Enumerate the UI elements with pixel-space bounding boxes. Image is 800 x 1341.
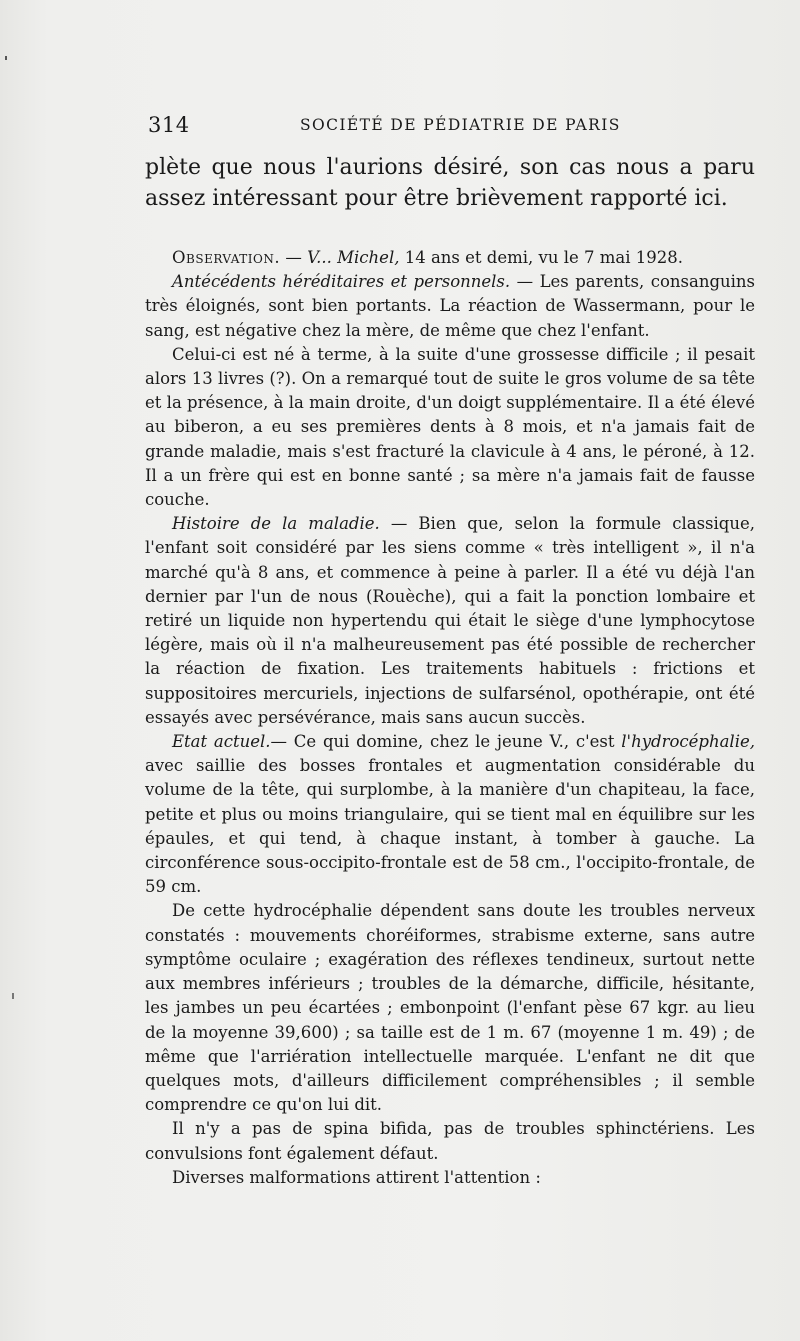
troubles-paragraph: De cette hydrocéphalie dépendent sans doute les troubles nerveux constatés : mouvements choréiformes, strabisme externe, sans autre symptôme oculaire ; exagération des réflexes tendineux, surtout nette aux membres inférieurs ; troubles de la démarche, difficile, hésitante, les jambes un peu écartées ; embonpoint (l'enfant pèse 67 kgr. au lieu de la moyenne 39,600) ; sa taille est de 1 m. 67 (moyenne 1 m. 49) ; de même que l'arriération intellectuelle marquée. L'enfant ne dit que quelques mots, d'ailleurs difficilement compréhensibles ; il semble comprendre ce qu'on lui dit. — [145, 901, 755, 1115]
history-paragraph — [145, 512, 755, 730]
antecedents-text: — Les parents, consanguins très éloignés, sont bien portants. La réaction de Wassermann, pour le sang, est négative chez la mère, de même que chez l'enfant. — [145, 272, 756, 340]
intro-block — [145, 152, 755, 214]
history-text: — Bien que, selon la formule classique, l'enfant soit considéré par les siens comme « très intelligent », il n'a marché qu'à 8 ans, et commence à peine à parler. Il a été vu déjà l'an dernier par l'un de nous (Rouèche), qui a fait la ponction lombaire et retiré un liquide non hypertendu qui était le siège d'une lymphocytose légère, mais où il n'a malheureusement pas été possible de rechercher la réaction de fixation. Les traitements habituels : frictions et suppositoires mercuriels, injections de sulfarsénol, opothérapie, ont été essayés avec persévérance, mais sans aucun succès. — [145, 514, 756, 727]
antecedents-heading: Antécédents héréditaires et personnels. — [172, 272, 511, 292]
current-state-text-after: avec saillie des bosses frontales et augmentation considérable du volume de la tête, qui surplombe, à la manière d'un chapiteau, la face, petite et plus ou moins triangulaire, qui se tient mal en équilibre sur les épaules, et qui tend, à chaque instant, à tomber à gauche. La circonférence sous-occipito-frontale est de 58 cm., l'occipito-frontale, de 59 cm. — [145, 756, 755, 897]
current-state-emphasis: l'hydrocéphalie, — [621, 732, 755, 752]
observation-label: Observation. — [172, 248, 281, 267]
article-body — [145, 246, 755, 1190]
observation-text: 14 ans et demi, vu le 7 mai 1928. — [399, 248, 683, 267]
page-number: 314 — [148, 113, 190, 137]
malformations-paragraph: Diverses malformations attirent l'attention : — [172, 1167, 541, 1187]
running-title: SOCIÉTÉ DE PÉDIATRIE DE PARIS — [300, 116, 621, 134]
patient-name: V... Michel, — [307, 248, 400, 267]
intro-paragraph: plète que nous l'aurions désiré, son cas nous a paru assez intéressant pour être brièvement rapporté ici. — [145, 155, 755, 211]
history-heading: Histoire de la maladie. — [172, 514, 380, 534]
birth-paragraph: Celui-ci est né à terme, à la suite d'une grossesse difficile ; il pesait alors 13 livres (?). On a remarqué tout de suite le gros volume de sa tête et la présence, à la main droite, d'un doigt supplémentaire. Il a été élevé au biberon, a eu ses premières dents à 8 mois, et n'a jamais fait de grande maladie, mais s'est fracturé la clavicule à 4 ans, le péroné, à 12. Il a un frère qui est en bonne santé ; sa mère n'a jamais fait de fausse couche. — [145, 344, 755, 510]
observation-dash: — — [280, 248, 308, 267]
spina-paragraph: Il n'y a pas de spina bifida, pas de troubles sphinctériens. Les convulsions font également défaut. — [145, 1119, 755, 1163]
margin-speck — [5, 56, 7, 60]
current-state-text-before: — Ce qui domine, chez le jeune V., c'est — [270, 732, 622, 752]
current-state-heading: Etat actuel. — [172, 732, 271, 752]
current-state-paragraph — [145, 730, 755, 899]
margin-speck — [12, 993, 14, 999]
antecedents-paragraph — [145, 270, 755, 343]
observation-paragraph — [145, 246, 755, 270]
